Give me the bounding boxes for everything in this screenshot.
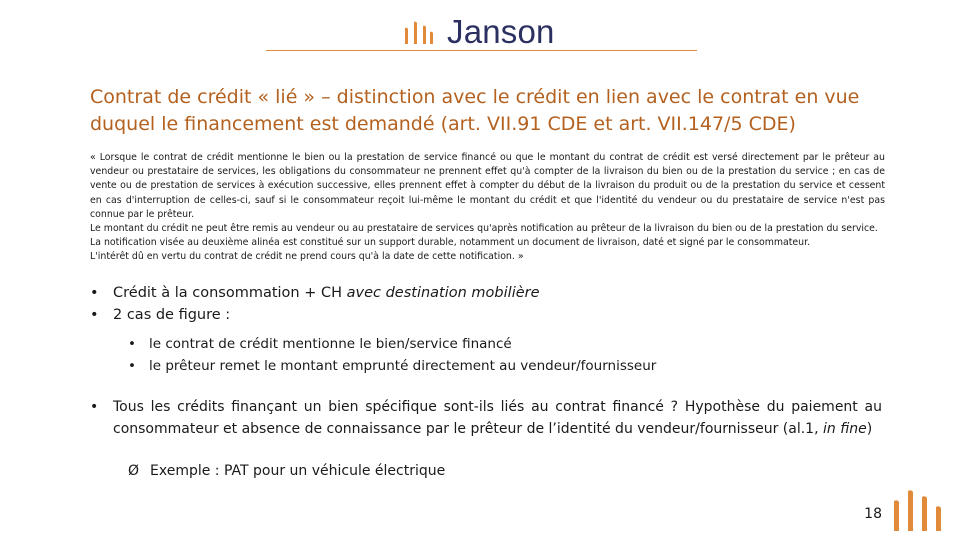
main-bullets [90, 282, 890, 326]
question-text-end: ) [866, 421, 873, 437]
janson-logo [403, 12, 555, 52]
slide-title: Contrat de crédit « lié » – distinction avec le crédit en lien avec le contrat en vue duquel le financement est demandé (art. VII.91 CDE et art. VII.147/5 CDE) [90, 86, 860, 135]
page-number: 18 [864, 506, 882, 522]
sub-bullet-text: le contrat de crédit mentionne le bien/service financé [149, 336, 512, 352]
bullet-marker: • [90, 285, 99, 301]
bullet-text-italic: avec destination mobilière [346, 285, 540, 301]
header-divider [266, 50, 697, 51]
bullet-marker: • [90, 399, 99, 415]
bullet-marker: • [128, 358, 136, 374]
example-text: Exemple : PAT pour un véhicule électrique [150, 463, 446, 479]
bullet-text: 2 cas de figure : [113, 307, 231, 323]
logo-wordmark: Janson [447, 13, 555, 50]
quote-paragraph: « Lorsque le contrat de crédit mentionne le bien ou la prestation de service financé ou que le montant du contrat de crédit est versé directement par le prêteur au vendeur ou prestataire de services, les obligations du consommateur ne prennent effet qu'à compter de la livraison du bien ou de la prestation du service ; en cas de vente ou de prestation de services à exécution successive, elles prennent effet à compter du début de la livraison du produit ou de la prestation du service et cessent en cas d'interruption de celles-ci, sauf si le consommateur reçoit lui-même le montant du crédit et que l'identité du vendeur ou du prestataire de service n'est pas connue par le prêteur. [90, 152, 885, 220]
sub-bullet-text: le prêteur remet le montant emprunté directement au vendeur/fournisseur [149, 358, 657, 374]
question-bullet [90, 396, 882, 440]
bullet-item [90, 396, 882, 440]
bullet-item [90, 282, 890, 304]
janson-logo-mark-icon [403, 18, 435, 46]
bullet-marker: • [90, 307, 99, 323]
corner-logo-mark-icon [891, 487, 951, 537]
sub-bullets [128, 333, 888, 377]
sub-bullet-item [128, 333, 888, 355]
bullet-marker: • [128, 336, 136, 352]
legal-quote [90, 151, 885, 265]
example-line [128, 460, 445, 482]
question-text-italic: in fine [823, 421, 867, 437]
quote-paragraph: Le montant du crédit ne peut être remis au vendeur ou au prestataire de services qu'après notification au prêteur de la livraison du bien ou de la prestation du service. [90, 223, 878, 235]
bullet-text [113, 282, 540, 304]
bullet-text-main: Crédit à la consommation + CH [113, 285, 347, 301]
question-text-main: Tous les crédits finançant un bien spécifique sont-ils liés au contrat financé ? Hypothèse du paiement au consommateur et absence de connaissance par le prêteur de l’identité du vendeur/fournisseur (al.1, [113, 399, 882, 437]
question-text [113, 396, 882, 440]
quote-paragraph: La notification visée au deuxième alinéa est constitué sur un support durable, notamment un document de livraison, daté et signé par le consommateur. [90, 237, 811, 249]
bullet-item [90, 304, 890, 326]
quote-paragraph: L'intérêt dû en vertu du contrat de crédit ne prend cours qu'à la date de cette notification. » [90, 251, 524, 263]
sub-bullet-item [128, 355, 888, 377]
arrow-icon: Ø [128, 463, 140, 479]
